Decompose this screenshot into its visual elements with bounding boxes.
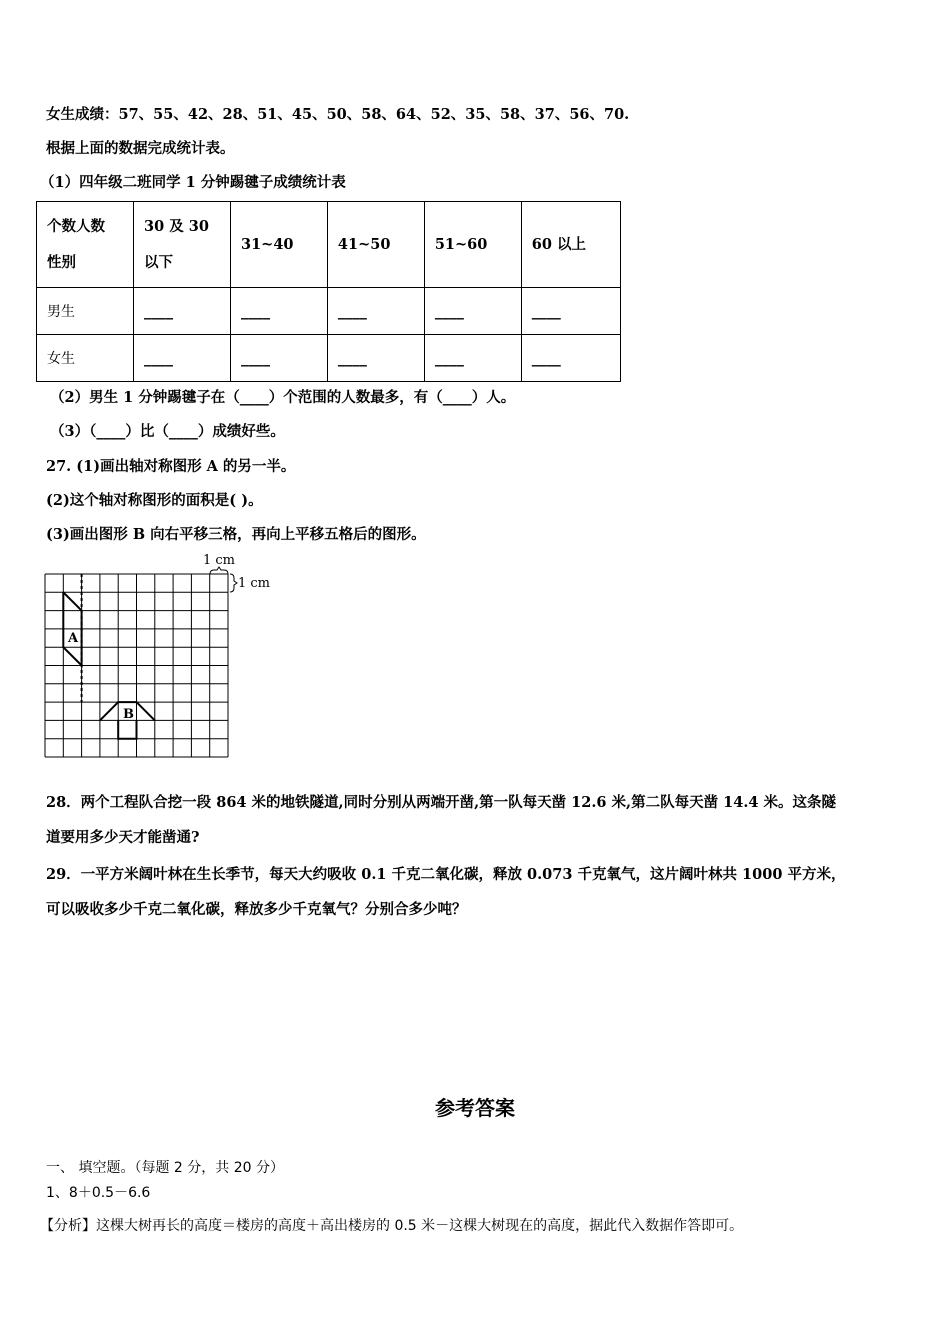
brace-top	[210, 567, 228, 574]
header-cell: 41~50	[327, 202, 424, 288]
header-cell: 30 及 30 以下	[134, 202, 231, 288]
header-cell: 51~60	[424, 202, 521, 288]
question-2: （2）男生 1 分钟踢毽子在（____）个范围的人数最多，有（____）人。	[50, 389, 516, 406]
blank-cell: ____	[231, 335, 328, 382]
blank-cell: ____	[521, 335, 620, 382]
problem-27-2: (2)这个轴对称图形的面积是( )。	[46, 492, 263, 509]
shape-b-bottom	[118, 720, 136, 738]
answer-1: 1、8＋0.5－6.6	[46, 1185, 151, 1201]
problem-29-line1: 29．一平方米阔叶林在生长季节，每天大约吸收 0.1 千克二氧化碳，释放 0.073 千克氧气，这片阔叶林共 1000 平方米，	[46, 866, 846, 883]
blank-cell: ____	[327, 288, 424, 335]
unit-top: 1 cm	[203, 553, 236, 568]
answers-title: 参考答案	[435, 1096, 515, 1120]
blank-cell: ____	[231, 288, 328, 335]
problem-27-3: (3)画出图形 B 向右平移三格，再向上平移五格后的图形。	[46, 526, 426, 543]
answers-section: 一、 填空题。（每题 2 分，共 20 分）	[46, 1160, 284, 1176]
header-cell: 31~40	[231, 202, 328, 288]
instruction: 根据上面的数据完成统计表。	[46, 140, 235, 157]
unit-right: 1 cm	[238, 576, 271, 591]
blank-cell: ____	[327, 335, 424, 382]
blank-cell: ____	[424, 288, 521, 335]
row-label: 男生	[37, 288, 134, 335]
girls-scores: 女生成绩：57、55、42、28、51、45、50、58、64、52、35、58、37、56、70.	[46, 106, 630, 123]
answer-analysis: 【分析】这棵大树再长的高度＝楼房的高度＋高出楼房的 0.5 米－这棵大树现在的高度，据此代入数据作答即可。	[40, 1218, 744, 1234]
table-title: （1）四年级二班同学 1 分钟踢毽子成绩统计表	[40, 174, 346, 191]
blank-cell: ____	[134, 288, 231, 335]
problem-27-1: 27. (1)画出轴对称图形 A 的另一半。	[46, 458, 296, 475]
corner-bottom: 性别	[47, 253, 76, 271]
blank-cell: ____	[424, 335, 521, 382]
label-b: B	[123, 707, 134, 722]
label-a: A	[68, 631, 79, 646]
blank-cell: ____	[521, 288, 620, 335]
header-cell: 60 以上	[521, 202, 620, 288]
corner-top: 个数人数	[47, 217, 105, 235]
problem-28-line1: 28．两个工程队合挖一段 864 米的地铁隧道,同时分别从两端开凿,第一队每天凿 12.6 米,第二队每天凿 14.4 米。这条隧	[46, 794, 837, 811]
question-3: （3）（____）比（____）成绩好些。	[50, 423, 285, 440]
problem-28-line2: 道要用多少天才能凿通?	[46, 829, 200, 846]
brace-right	[230, 574, 237, 592]
problem-29-line2: 可以吸收多少千克二氧化碳，释放多少千克氧气？分别合多少吨？	[46, 901, 467, 918]
blank-cell: ____	[134, 335, 231, 382]
row-label: 女生	[37, 335, 134, 382]
